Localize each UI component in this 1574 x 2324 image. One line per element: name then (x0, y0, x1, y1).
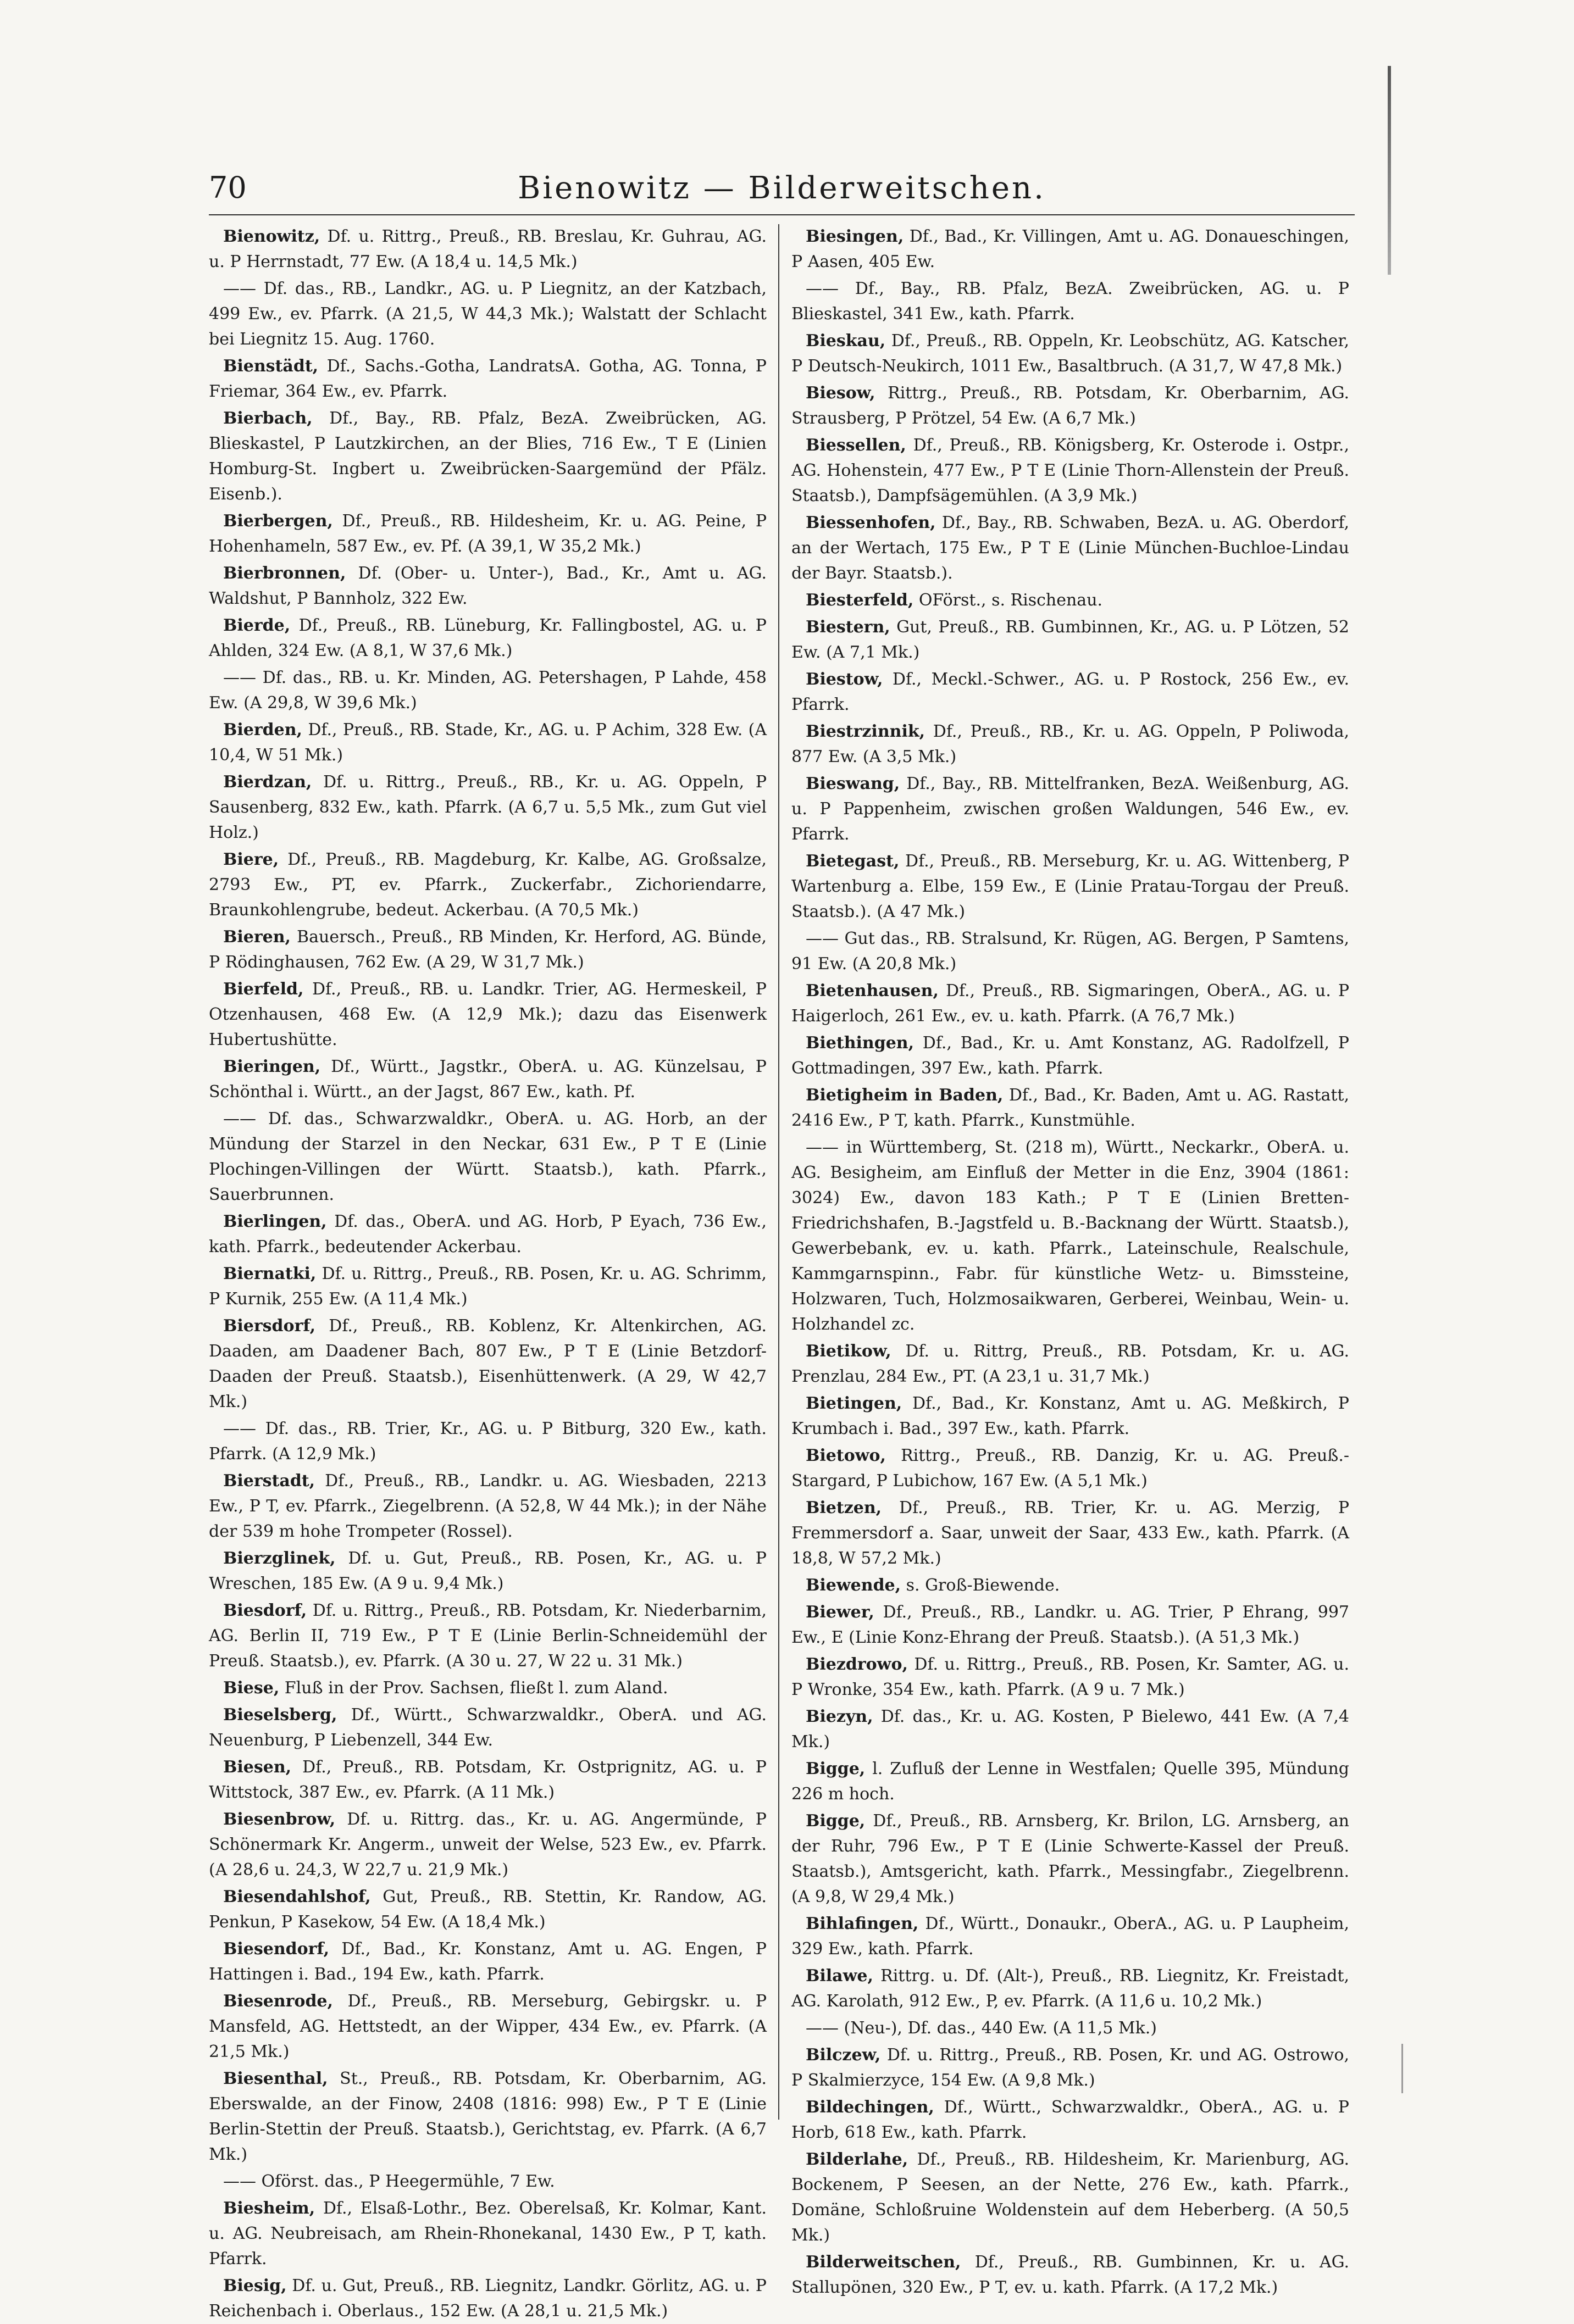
entry-text: Df., Preuß., RB. Oppeln, Kr. Leobschütz, AG. Katscher, P Deutsch-Neukirch, 1011 Ew., Basaltbruch. (A 31,7, W 47,8 Mk.) (791, 331, 1349, 376)
entry-text: Df., Preuß., RB. Merseburg, Kr. u. AG. Wittenberg, P Wartenburg a. Elbe, 159 Ew., E (Linie Pratau-Torgau der Preuß. Staatsb.). (A 47 Mk.) (791, 852, 1349, 921)
entry-text: —— Df. das., RB. Trier, Kr., AG. u. P Bitburg, 320 Ew., kath. Pfarrk. (A 12,9 Mk.) (209, 1419, 767, 1464)
entry-text: Df., Preuß., RB. Lüneburg, Kr. Fallingbostel, AG. u. P Ahlden, 324 Ew. (A 8,1, W 37,6 Mk.) (209, 616, 767, 660)
entry-text: Gut, Preuß., RB. Gumbinnen, Kr., AG. u. P Lötzen, 52 Ew. (A 7,1 Mk.) (791, 618, 1349, 662)
entry-headword: Bierden, (223, 720, 302, 740)
entry-text: Df., Württ., Donaukr., OberA., AG. u. P Laupheim, 329 Ew., kath. Pfarrk. (791, 1914, 1349, 1959)
entry-text: Df., Preuß., RB., Landkr. u. AG. Trier, P Ehrang, 997 Ew., E (Linie Konz-Ehrang der Preuß. Staatsb.). (A 51,3 Mk.) (791, 1603, 1349, 1647)
entry-text: Df., Bad., Kr. Konstanz, Amt u. AG. Meßkirch, P Krumbach i. Bad., 397 Ew., kath. Pfarrk. (791, 1394, 1349, 1438)
entry-text: Df., Bad., Kr. u. Amt Konstanz, AG. Radolfzell, P Gottmadingen, 397 Ew., kath. Pfarrk. (791, 1033, 1349, 1078)
dictionary-entry (791, 2016, 1349, 2041)
dictionary-entry (209, 509, 767, 559)
entry-text: Df. das., Kr. u. AG. Kosten, P Bielewo, 441 Ew. (A 7,4 Mk.) (791, 1707, 1349, 1752)
entry-text: Df., Preuß., RB. Gumbinnen, Kr. u. AG. Stallupönen, 320 Ew., P T, ev. u. kath. Pfarrk. (A 17,2 Mk.) (791, 2253, 1349, 2297)
entry-text: Df., Bay., RB. Schwaben, BezA. u. AG. Oberdorf, an der Wertach, 175 Ew., P T E (Linie München-Buchloe-Lindau der Bayr. Staatsb.). (791, 513, 1349, 583)
entry-text: Df., Preuß., RB., Landkr. u. AG. Wiesbaden, 2213 Ew., P T, ev. Pfarrk., Ziegelbrenn. (A 52,8, W 44 Mk.); in der Nähe der 539 m hohe Trompeter (Rossel). (209, 1471, 767, 1541)
dictionary-entry (791, 510, 1349, 586)
dictionary-entry (791, 1911, 1349, 1962)
entry-headword: Biestrzinnik, (806, 722, 925, 741)
entry-text: Df. u. Rittrg., Preuß., RB. Posen, Kr. Samter, AG. u. P Wronke, 354 Ew., kath. Pfarrk. (A 9 u. 7 Mk.) (791, 1655, 1349, 1699)
entry-headword: Bierbergen, (223, 511, 333, 531)
entry-headword: Biesow, (806, 383, 875, 403)
dictionary-entry (791, 1964, 1349, 2014)
entry-text: Bauersch., Preuß., RB Minden, Kr. Herford, AG. Bünde, P Rödinghausen, 762 Ew. (A 29, W 31,7 Mk.) (209, 927, 767, 972)
dictionary-entry (209, 1261, 767, 1312)
entry-headword: Bierde, (223, 616, 291, 635)
dictionary-entry (209, 1884, 767, 1935)
dictionary-entry (209, 561, 767, 611)
entry-headword: Bilderlahe, (806, 2150, 908, 2169)
entry-text: Df. u. Rittrg., Preuß., RB. Breslau, Kr. Guhrau, AG. u. P Herrnstadt, 77 Ew. (A 18,4 u. 14,5 Mk.) (209, 227, 767, 271)
entry-text: —— (Neu-), Df. das., 440 Ew. (A 11,5 Mk.) (806, 2019, 1157, 2038)
dictionary-entry (791, 1573, 1349, 1598)
entry-headword: Biesenthal, (223, 2069, 328, 2088)
entry-headword: Biezyn, (806, 1707, 873, 1726)
entry-headword: Bigge, (806, 1811, 866, 1831)
entry-headword: Bieswang, (806, 774, 900, 793)
column-divider (778, 224, 779, 2120)
dictionary-entry (791, 2095, 1349, 2145)
dictionary-entry (791, 1704, 1349, 1755)
entry-text: Fluß in der Prov. Sachsen, fließt l. zum Aland. (279, 1678, 668, 1698)
dictionary-page (209, 159, 1355, 2321)
entry-text: —— Gut das., RB. Stralsund, Kr. Rügen, AG. Bergen, P Samtens, 91 Ew. (A 20,8 Mk.) (791, 929, 1349, 974)
dictionary-entry (209, 406, 767, 507)
entry-text: Df., Bay., RB. Mittelfranken, BezA. Weißenburg, AG. u. P Pappenheim, zwischen großen Waldungen, 546 Ew., ev. Pfarrk. (791, 774, 1349, 844)
dictionary-entry (209, 925, 767, 975)
dictionary-entry (791, 1083, 1349, 1133)
scan-edge-mark (1401, 2044, 1403, 2093)
dictionary-entry (791, 1809, 1349, 1910)
entry-headword: Bietegast, (806, 852, 900, 871)
entry-headword: Biewer, (806, 1603, 874, 1622)
entry-headword: Bietikow, (806, 1342, 891, 1361)
entry-text: —— Oförst. das., P Heegermühle, 7 Ew. (223, 2172, 555, 2191)
dictionary-entry (791, 1443, 1349, 1494)
dictionary-entry (209, 1937, 767, 1987)
entry-headword: Biessellen, (806, 436, 906, 455)
dictionary-entry (209, 1598, 767, 1674)
entry-text: —— Df. das., RB., Landkr., AG. u. P Liegnitz, an der Katzbach, 499 Ew., ev. Pfarrk. (A 21,5, W 44,3 Mk.); Walstatt der Schlacht bei Liegnitz 15. Aug. 1760. (209, 279, 767, 349)
entry-text: Df., Württ., Schwarzwaldkr., OberA. und AG. Neuenburg, P Liebenzell, 344 Ew. (209, 1705, 767, 1750)
entry-headword: Bigge, (806, 1759, 866, 1778)
dictionary-entry (209, 718, 767, 768)
dictionary-entry (209, 2196, 767, 2272)
dictionary-entry (209, 665, 767, 716)
entry-headword: Bietingen, (806, 1394, 902, 1413)
entry-text: Df., Preuß., RB. Stade, Kr., AG. u. P Achim, 328 Ew. (A 10,4, W 51 Mk.) (209, 720, 767, 765)
entry-text: Rittrg., Preuß., RB. Danzig, Kr. u. AG. Preuß.-Stargard, P Lubichow, 167 Ew. (A 5,1 Mk.) (791, 1446, 1349, 1491)
dictionary-entry (209, 1209, 767, 1260)
entry-headword: Bietowo, (806, 1446, 886, 1465)
dictionary-entry (791, 1652, 1349, 1703)
entry-headword: Biere, (223, 850, 279, 869)
entry-headword: Bierdzan, (223, 772, 312, 792)
dictionary-entry (209, 847, 767, 923)
entry-text: Df., Bad., Kr. Villingen, Amt u. AG. Donaueschingen, P Aasen, 405 Ew. (791, 227, 1349, 271)
entry-text: Df. u. Rittrg, Preuß., RB. Potsdam, Kr. u. AG. Prenzlau, 284 Ew., PT. (A 23,1 u. 31,7 Mk.) (791, 1342, 1349, 1386)
dictionary-entry (791, 1391, 1349, 1442)
entry-headword: Biewende, (806, 1576, 901, 1595)
dictionary-entry (791, 2043, 1349, 2093)
entry-text: Df., Preuß., RB. Hildesheim, Kr. u. AG. Peine, P Hohenhameln, 587 Ew., ev. Pf. (A 39,1, W 35,2 Mk.) (209, 511, 767, 556)
entry-text: OFörst., s. Rischenau. (913, 591, 1103, 610)
entry-text: Df., Bad., Kr. Konstanz, Amt u. AG. Engen, P Hattingen i. Bad., 194 Ew., kath. Pfarrk. (209, 1939, 767, 1984)
entry-headword: Bilczew, (806, 2045, 881, 2065)
dictionary-entry (209, 1989, 767, 2065)
entry-text: Df., Sachs.-Gotha, LandratsA. Gotha, AG. Tonna, P Friemar, 364 Ew., ev. Pfarrk. (209, 357, 767, 401)
dictionary-entry (209, 1703, 767, 1753)
entry-headword: Bieringen, (223, 1057, 321, 1076)
entry-headword: Bierlingen, (223, 1212, 327, 1231)
entry-text: Df., Bay., RB. Pfalz, BezA. Zweibrücken, AG. Blieskastel, P Lautzkirchen, an der Blies, 716 Ew., T E (Linien Homburg-St. Ingbert u. Zweibrücken-Saargemünd der Pfälz. Eisenb.). (209, 409, 767, 504)
dictionary-entry (791, 2250, 1349, 2300)
entry-text: Gut, Preuß., RB. Stettin, Kr. Randow, AG. Penkun, P Kasekow, 54 Ew. (A 18,4 Mk.) (209, 1887, 767, 1932)
entry-headword: Biesdorf, (223, 1601, 307, 1620)
dictionary-entry (791, 1031, 1349, 1081)
dictionary-entry (209, 354, 767, 404)
entry-headword: Biesingen, (806, 227, 904, 246)
entry-headword: Bienowitz, (223, 227, 320, 246)
right-column (791, 224, 1349, 2297)
dictionary-entry (791, 1495, 1349, 1571)
entry-text: s. Groß-Biewende. (901, 1576, 1060, 1595)
entry-text: Df., Württ., Schwarzwaldkr., OberA., AG. u. P Horb, 618 Ew., kath. Pfarrk. (791, 2098, 1349, 2142)
dictionary-entry (791, 1339, 1349, 1389)
entry-text: Df., Preuß., RB. Hildesheim, Kr. Marienburg, AG. Bockenem, P Seesen, an der Nette, 276 Ew., kath. Pfarrk., Domäne, Schloßruine Woldenstein auf dem Heberberg. (A 50,5 Mk.) (791, 2150, 1349, 2245)
entry-text: Df., Preuß., RB. Potsdam, Kr. Ostprignitz, AG. u. P Wittstock, 387 Ew., ev. Pfarrk. (A 11 Mk.) (209, 1758, 767, 1802)
dictionary-entry (791, 381, 1349, 431)
entry-text: Df., Bad., Kr. Baden, Amt u. AG. Rastatt, 2416 Ew., P T, kath. Pfarrk., Kunstmühle. (791, 1086, 1349, 1130)
dictionary-entry (791, 276, 1349, 327)
dictionary-entry (209, 2273, 767, 2324)
entry-headword: Biesendahlshof, (223, 1887, 371, 1906)
entry-headword: Biesendorf, (223, 1939, 330, 1959)
entry-text: —— Df. das., Schwarzwaldkr., OberA. u. AG. Horb, an der Mündung der Starzel in den Neckar, 631 Ew., P T E (Linie Plochingen-Villingen der Württ. Staatsb.), kath. Pfarrk., Sauerbrunnen. (209, 1109, 767, 1204)
entry-text: Rittrg. u. Df. (Alt-), Preuß., RB. Liegnitz, Kr. Freistadt, AG. Karolath, 912 Ew., P, ev. Pfarrk. (A 11,6 u. 10,2 Mk.) (791, 1966, 1349, 2011)
entry-headword: Biestern, (806, 618, 890, 637)
dictionary-entry (791, 667, 1349, 718)
entry-headword: Bienstädt, (223, 357, 319, 376)
entry-headword: Biethingen, (806, 1033, 915, 1053)
dictionary-entry (209, 276, 767, 352)
entry-headword: Bierstadt, (223, 1471, 315, 1491)
entry-headword: Bieskau, (806, 331, 886, 351)
entry-text: Df., Preuß., RB. Magdeburg, Kr. Kalbe, AG. Großsalze, 2793 Ew., PT, ev. Pfarrk., Zuckerfabr., Zichoriendarre, Braunkohlengrube, bedeut. Ackerbau. (A 70,5 Mk.) (209, 850, 767, 920)
entry-text: Rittrg., Preuß., RB. Potsdam, Kr. Oberbarnim, AG. Strausberg, P Prötzel, 54 Ew. (A 6,7 Mk.) (791, 383, 1349, 428)
dictionary-entry (209, 224, 767, 275)
entry-text: Df. (Ober- u. Unter-), Bad., Kr., Amt u. AG. Waldshut, P Bannholz, 322 Ew. (209, 564, 767, 608)
dictionary-entry (791, 224, 1349, 275)
entry-headword: Biesen, (223, 1758, 292, 1777)
entry-headword: Biezdrowo, (806, 1655, 908, 1674)
dictionary-entry (791, 1600, 1349, 1650)
entry-text: Df., Preuß., RB. u. Landkr. Trier, AG. Hermeskeil, P Otzenhausen, 468 Ew. (A 12,9 Mk.); dazu das Eisenwerk Hubertushütte. (209, 980, 767, 1049)
dictionary-entry (209, 1314, 767, 1415)
dictionary-entry (791, 849, 1349, 925)
entry-text: Df., Preuß., RB. Arnsberg, Kr. Brilon, LG. Arnsberg, an der Ruhr, 796 Ew., P T E (Linie Schwerte-Kassel der Preuß. Staatsb.), Amtsgericht, kath. Pfarrk., Messingfabr., Ziegelbrenn. (A 9,8, W 29,4 Mk.) (791, 1811, 1349, 1906)
entry-text: Df., Meckl.-Schwer., AG. u. P Rostock, 256 Ew., ev. Pfarrk. (791, 670, 1349, 714)
entry-headword: Bieselsberg, (223, 1705, 337, 1725)
entry-headword: Bierbach, (223, 409, 313, 428)
entry-text: St., Preuß., RB. Potsdam, Kr. Oberbarnim, AG. Eberswalde, an der Finow, 2408 (1816: 998) Ew., P T E (Linie Berlin-Stettin der Preuß. Staatsb.), Gerichtstag, ev. Pfarrk. (A 6,7 Mk.) (209, 2069, 767, 2164)
dictionary-entry (209, 1469, 767, 1544)
scan-edge-mark (1388, 66, 1391, 275)
entry-headword: Bilawe, (806, 1966, 873, 1986)
entry-text: Df., Preuß., RB. Sigmaringen, OberA., AG. u. P Haigerloch, 261 Ew., ev. u. kath. Pfarrk. (A 76,7 Mk.) (791, 981, 1349, 1026)
dictionary-entry (791, 771, 1349, 847)
dictionary-entry (209, 1676, 767, 1701)
entry-text: Df. u. Gut, Preuß., RB. Liegnitz, Landkr. Görlitz, AG. u. P Reichenbach i. Oberlaus., 152 Ew. (A 28,1 u. 21,5 Mk.) (209, 2276, 767, 2321)
entry-headword: Biesig, (223, 2276, 287, 2295)
entry-headword: Biernatki, (223, 1264, 317, 1283)
entry-text: —— Df., Bay., RB. Pfalz, BezA. Zweibrücken, AG. u. P Blieskastel, 341 Ew., kath. Pfarrk. (791, 279, 1349, 324)
dictionary-entry (209, 2066, 767, 2167)
entry-text: Df. u. Rittrg., Preuß., RB. Posen, Kr. und AG. Ostrowo, P Skalmierzyce, 154 Ew. (A 9,8 Mk.) (791, 2045, 1349, 2090)
entry-headword: Bildechingen, (806, 2098, 934, 2117)
entry-headword: Biesterfeld, (806, 591, 914, 610)
entry-headword: Bietzen, (806, 1498, 882, 1517)
entry-headword: Bietenhausen, (806, 981, 939, 1000)
entry-headword: Biese, (223, 1678, 280, 1698)
entry-text: Df., Preuß., RB. Königsberg, Kr. Osterode i. Ostpr., AG. Hohenstein, 477 Ew., P T E (Linie Thorn-Allenstein der Preuß. Staatsb.), Dampfsägemühlen. (A 3,9 Mk.) (791, 436, 1349, 505)
dictionary-entry (209, 1755, 767, 1805)
page-number: 70 (209, 170, 247, 205)
entry-headword: Bietigheim in Baden, (806, 1086, 1004, 1105)
entry-headword: Biessenhofen, (806, 513, 936, 532)
entry-headword: Bierbronnen, (223, 564, 346, 583)
dictionary-entry (209, 1107, 767, 1208)
dictionary-entry (209, 2169, 767, 2194)
dictionary-entry (209, 613, 767, 664)
entry-headword: Biestow, (806, 670, 883, 689)
entry-text: l. Zufluß der Lenne in Westfalen; Quelle 395, Mündung 226 m hoch. (791, 1759, 1349, 1804)
entry-text: —— Df. das., RB. u. Kr. Minden, AG. Petershagen, P Lahde, 458 Ew. (A 29,8, W 39,6 Mk.) (209, 668, 767, 713)
entry-text: Df. u. Rittrg., Preuß., RB. Potsdam, Kr. Niederbarnim, AG. Berlin II, 719 Ew., P T E (Linie Berlin-Schneidemühl der Preuß. Staatsb.), ev. Pfarrk. (A 30 u. 27, W 22 u. 31 Mk.) (209, 1601, 767, 1671)
dictionary-entry (209, 770, 767, 846)
entry-text: —— in Württemberg, St. (218 m), Württ., Neckarkr., OberA. u. AG. Besigheim, am Einfluß der Metter in die Enz, 3904 (1861: 3024) Ew., davon 183 Kath.; P T E (Linien Bretten-Friedrichshafen, B.-Jagstfeld u. B.-Backnang der Württ. Staatsb.), Gewerbebank, ev. u. kath. Pfarrk., Lateinschule, Realschule, Kammgarnspinn., Fabr. für künstliche Wetz- u. Bimssteine, Holzwaren, Tuch, Holzmosaikwaren, Gerberei, Weinbau, Wein- u. Holzhandel zc. (791, 1138, 1349, 1334)
dictionary-entry (791, 588, 1349, 613)
dictionary-entry (791, 329, 1349, 379)
entry-text: Df. das., OberA. und AG. Horb, P Eyach, 736 Ew., kath. Pfarrk., bedeutender Ackerbau. (209, 1212, 767, 1256)
entry-headword: Bilderweitschen, (806, 2253, 961, 2272)
entry-headword: Biesenbrow, (223, 1810, 336, 1829)
entry-headword: Bieren, (223, 927, 291, 947)
dictionary-entry (791, 1756, 1349, 1807)
entry-text: Df., Württ., Jagstkr., OberA. u. AG. Künzelsau, P Schönthal i. Württ., an der Jagst, 867 Ew., kath. Pf. (209, 1057, 767, 1102)
page-title: Bienowitz — Bilderweitschen. (518, 170, 1046, 206)
dictionary-entry (791, 2147, 1349, 2248)
entry-text: Df., Preuß., RB., Kr. u. AG. Oppeln, P Poliwoda, 877 Ew. (A 3,5 Mk.) (791, 722, 1349, 766)
dictionary-entry (791, 978, 1349, 1029)
dictionary-entry (791, 433, 1349, 509)
left-column (209, 224, 767, 2321)
entry-headword: Bierfeld, (223, 980, 304, 999)
entry-text: Df. u. Rittrg. das., Kr. u. AG. Angermünde, P Schönermark Kr. Angerm., unweit der Welse, 523 Ew., ev. Pfarrk. (A 28,6 u. 24,3, W 22,7 u. 21,9 Mk.) (209, 1810, 767, 1880)
entry-headword: Biersdorf, (223, 1316, 316, 1336)
entry-text: Df. u. Gut, Preuß., RB. Posen, Kr., AG. u. P Wreschen, 185 Ew. (A 9 u. 9,4 Mk.) (209, 1549, 767, 1593)
dictionary-entry (209, 977, 767, 1053)
running-head (209, 159, 1355, 215)
entry-headword: Biesenrode, (223, 1992, 333, 2011)
entry-text: Df. u. Rittrg., Preuß., RB., Kr. u. AG. Oppeln, P Sausenberg, 832 Ew., kath. Pfarrk. (A 6,7 u. 5,5 Mk., zum Gut viel Holz.) (209, 772, 767, 842)
dictionary-entry (791, 615, 1349, 665)
dictionary-entry (791, 926, 1349, 977)
dictionary-entry (209, 1054, 767, 1105)
entry-text: Df., Preuß., RB. Merseburg, Gebirgskr. u. P Mansfeld, AG. Hettstedt, an der Wipper, 434 Ew., ev. Pfarrk. (A 21,5 Mk.) (209, 1992, 767, 2061)
dictionary-entry (209, 1416, 767, 1467)
entry-text: Df., Elsaß-Lothr., Bez. Oberelsaß, Kr. Kolmar, Kant. u. AG. Neubreisach, am Rhein-Rhonekanal, 1430 Ew., P T, kath. Pfarrk. (209, 2199, 767, 2269)
entry-text: Df., Preuß., RB. Koblenz, Kr. Altenkirchen, AG. Daaden, am Daadener Bach, 807 Ew., P T E (Linie Betzdorf-Daaden der Preuß. Staatsb.), Eisenhüttenwerk. (A 29, W 42,7 Mk.) (209, 1316, 767, 1411)
entry-text: Df., Preuß., RB. Trier, Kr. u. AG. Merzig, P Fremmersdorf a. Saar, unweit der Saar, 433 Ew., kath. Pfarrk. (A 18,8, W 57,2 Mk.) (791, 1498, 1349, 1568)
dictionary-entry (209, 1546, 767, 1597)
entry-text: Df. u. Rittrg., Preuß., RB. Posen, Kr. u. AG. Schrimm, P Kurnik, 255 Ew. (A 11,4 Mk.) (209, 1264, 767, 1309)
dictionary-entry (791, 719, 1349, 770)
dictionary-entry (209, 1807, 767, 1883)
entry-headword: Biesheim, (223, 2199, 315, 2218)
entry-headword: Bierzglinek, (223, 1549, 336, 1568)
entry-headword: Bihlafingen, (806, 1914, 919, 1933)
dictionary-entry (791, 1135, 1349, 1337)
